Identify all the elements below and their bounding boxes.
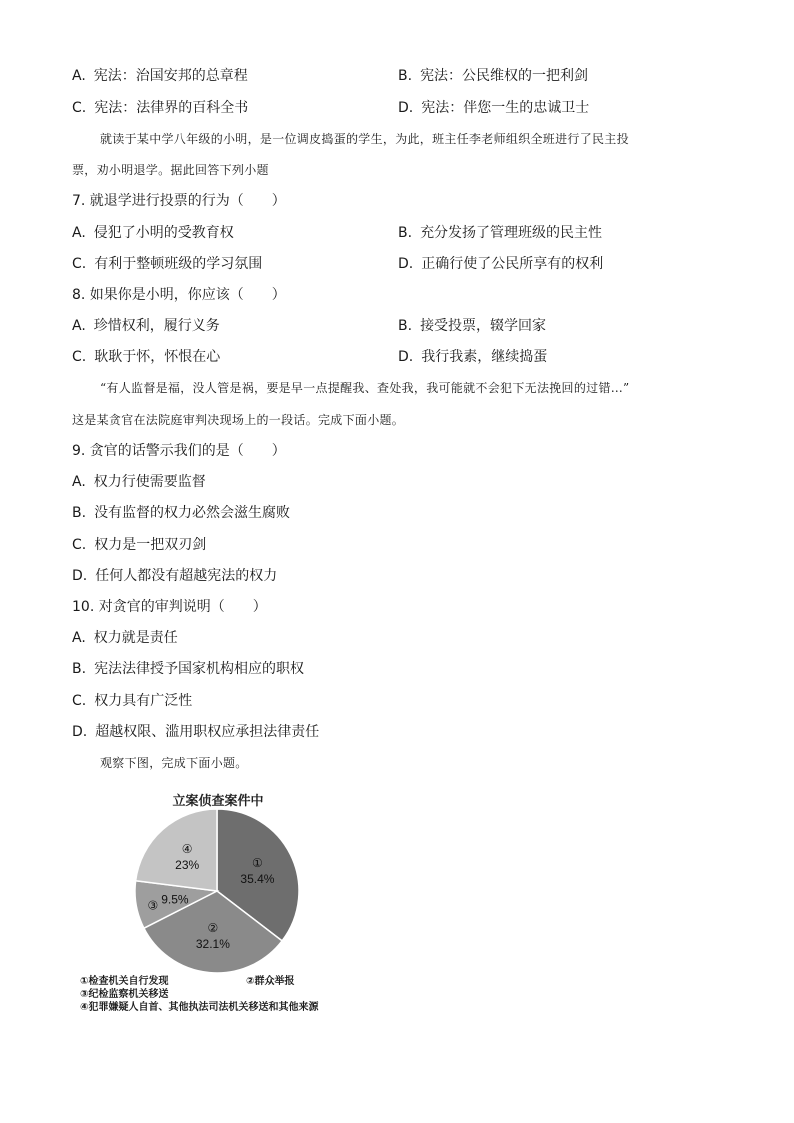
option-label: C. [72, 100, 87, 116]
option-label: D. [72, 568, 88, 584]
option-text: 宪法法律授予国家机构相应的职权 [94, 661, 305, 677]
q7-option-a [72, 224, 234, 242]
q6-option-c [72, 99, 248, 117]
q8-stem: 8. 如果你是小明，你应该（ ） [72, 287, 286, 303]
option-text: 权力具有广泛性 [94, 693, 193, 709]
option-text: 权力行使需要监督 [93, 474, 206, 490]
option-text: 超越权限、滥用职权应承担法律责任 [95, 724, 320, 740]
option-text: 宪法：法律界的百科全书 [94, 100, 249, 116]
q6-option-a [72, 67, 248, 85]
option-text: 宪法：公民维权的一把利剑 [420, 68, 589, 84]
option-label: A. [72, 318, 86, 334]
option-label: B. [398, 68, 413, 84]
option-text: 珍惜权利，履行义务 [93, 318, 220, 334]
option-text: 宪法：伴您一生的忠诚卫士 [421, 100, 590, 116]
option-label: B. [72, 661, 87, 677]
option-text: 接受投票，辍学回家 [420, 318, 547, 334]
q8-option-a [72, 317, 220, 335]
q7-option-b [398, 224, 602, 242]
q7-option-c [72, 255, 262, 273]
passage2-line1: “有人监督是福，没人管是祸，要是早一点提醒我、查处我，我可能就不会犯下无法挽回的过错…” [100, 381, 630, 395]
option-text: 没有监督的权力必然会滋生腐败 [94, 505, 291, 521]
option-label: D. [398, 349, 414, 365]
legend-item-3: ③纪检监察机关移送 [80, 989, 169, 1000]
legend-item-2: ②群众举报 [246, 976, 295, 987]
slice-marker-4: ④ [181, 842, 193, 857]
option-label: C. [72, 349, 87, 365]
option-label: A. [72, 474, 86, 490]
passage3: 观察下图，完成下面小题。 [100, 756, 248, 770]
pie-slice-4 [136, 809, 217, 891]
legend-item-1: ①检查机关自行发现 [80, 976, 169, 987]
q6-option-b [398, 67, 588, 85]
legend-item-4: ④犯罪嫌疑人自首、其他执法司法机关移送和其他来源 [80, 1002, 319, 1013]
q9-stem: 9. 贪官的话警示我们的是（ ） [72, 443, 286, 459]
passage1-line2: 票，劝小明退学。据此回答下列小题 [72, 163, 269, 177]
option-label: B. [72, 505, 87, 521]
slice-marker-3: ③ [147, 898, 159, 913]
q9-option-a [72, 473, 206, 491]
option-text: 有利于整顿班级的学习氛围 [94, 256, 263, 272]
q6-option-d [398, 99, 589, 117]
q7-option-d [398, 255, 603, 273]
option-text: 宪法：治国安邦的总章程 [93, 68, 248, 84]
option-text: 我行我素，继续捣蛋 [421, 349, 548, 365]
slice-value-1: 35.4% [240, 872, 275, 887]
option-label: A. [72, 630, 86, 646]
option-label: B. [398, 318, 413, 334]
slice-marker-1: ① [252, 856, 263, 871]
option-label: C. [72, 256, 87, 272]
option-text: 任何人都没有超越宪法的权力 [95, 568, 278, 584]
option-label: C. [72, 693, 87, 709]
option-text: 权力是一把双刃剑 [94, 537, 207, 553]
option-label: C. [72, 537, 87, 553]
option-text: 侵犯了小明的受教育权 [93, 225, 234, 241]
slice-value-4: 23% [175, 858, 200, 873]
option-label: D. [398, 100, 414, 116]
chart-title: 立案侦查案件中 [172, 793, 264, 808]
q7-stem: 7. 就退学进行投票的行为（ ） [72, 193, 286, 209]
option-label: B. [398, 225, 413, 241]
option-text: 权力就是责任 [93, 630, 178, 646]
q10-option-d [72, 723, 319, 741]
q10-stem: 10. 对贪官的审判说明（ ） [72, 599, 267, 615]
slice-value-2: 32.1% [195, 936, 230, 951]
option-label: A. [72, 68, 86, 84]
q9-option-c [72, 536, 206, 554]
slice-marker-2: ② [207, 920, 219, 935]
option-label: D. [398, 256, 414, 272]
option-text: 正确行使了公民所享有的权利 [421, 256, 604, 272]
q10-option-c [72, 692, 192, 710]
q9-option-d [72, 567, 277, 585]
q9-option-b [72, 504, 290, 522]
passage2-line2: 这是某贪官在法院庭审判决现场上的一段话。完成下面小题。 [72, 413, 405, 427]
q8-option-d [398, 348, 547, 366]
q10-option-b [72, 660, 304, 678]
passage1-line1: 就读于某中学八年级的小明，是一位调皮捣蛋的学生，为此，班主任李老师组织全班进行了民主投 [100, 132, 629, 146]
q8-option-b [398, 317, 546, 335]
option-label: D. [72, 724, 88, 740]
q10-option-a [72, 629, 178, 647]
option-label: A. [72, 225, 86, 241]
slice-value-3: 9.5% [161, 892, 189, 907]
option-text: 耿耿于怀，怀恨在心 [94, 349, 221, 365]
option-text: 充分发扬了管理班级的民主性 [420, 225, 603, 241]
q8-option-c [72, 348, 220, 366]
